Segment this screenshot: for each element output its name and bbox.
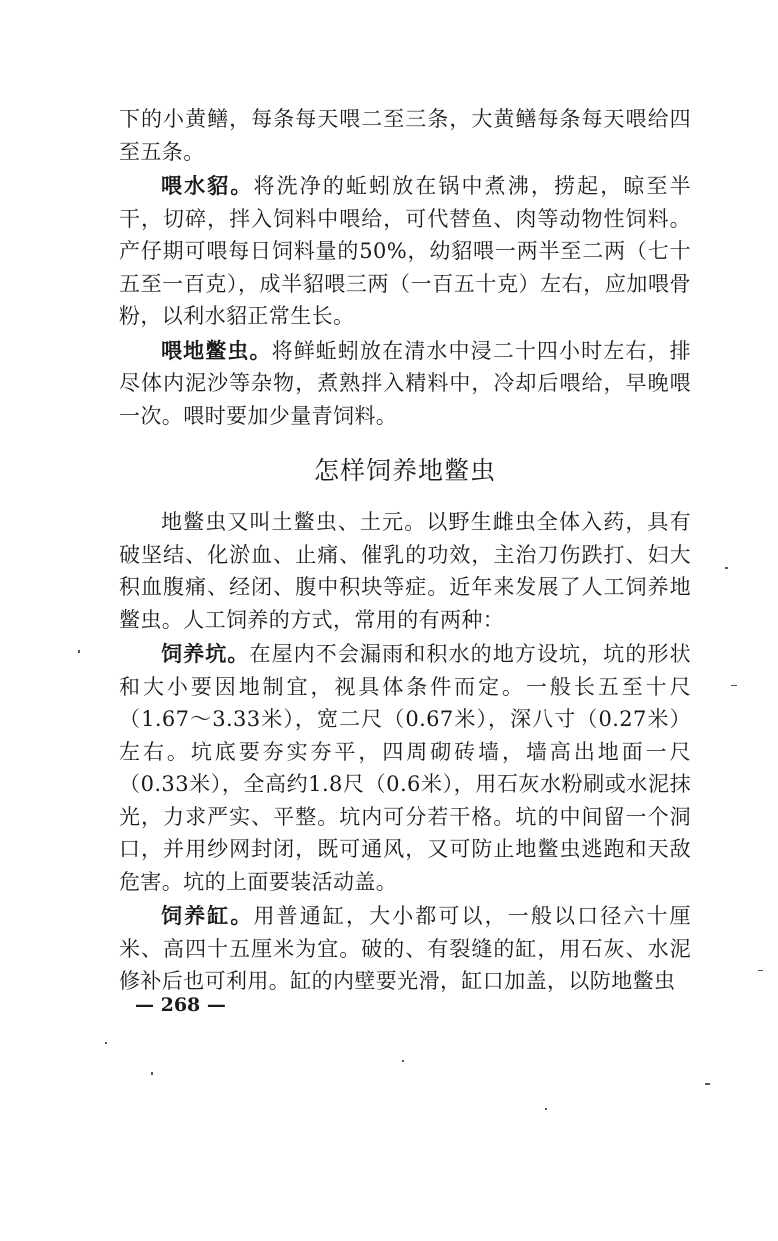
paragraph-lead: 饲养坑。 bbox=[161, 641, 250, 666]
paragraph-breeding-pit bbox=[119, 638, 691, 898]
paragraph-continued: 下的小黄鳝，每条每天喂二至三条，大黄鳝每条每天喂给四至五条。 bbox=[119, 107, 691, 164]
scan-speck bbox=[545, 1108, 547, 1110]
paragraph-lead: 喂水貂。 bbox=[161, 173, 254, 198]
paragraph-text: 在屋内不会漏雨和积水的地方设坑，坑的形状和大小要因地制宜，视具体条件而定。一般长五至十尺（1.67～3.33米），宽二尺（0.67米），深八寸（0.27米）左右。坑底要夯实夯平，四周砌砖墙，墙高出地面一尺（0.33米），全高约1.8尺（0.6米），用石灰水粉刷或水泥抹光，力求严实、平整。坑内可分若干格。坑的中间留一个洞口，并用纱网封闭，既可通风，又可防止地鳖虫逃跑和天敌危害。坑的上面要装活动盖。 bbox=[119, 642, 691, 894]
paragraph-text: 将洗净的蚯蚓放在锅中煮沸，捞起，晾至半干，切碎，拌入饲料中喂给，可代替鱼、肉等动物性饲料。产仔期可喂每日饲料量的50%，幼貂喂一两半至二两（七十五至一百克），成半貂喂三两（一百五十克）左右，应加喂骨粉，以利水貂正常生长。 bbox=[119, 174, 691, 328]
paragraph-breeding-jar bbox=[119, 900, 691, 998]
section-title: 怎样饲养地鳖虫 bbox=[313, 456, 496, 485]
page-number: — 268 — bbox=[135, 994, 226, 1016]
paragraph-text: 将鲜蚯蚓放在清水中浸二十四小时左右，排尽体内泥沙等杂物，煮熟拌入精料中，冷却后喂给，早晚喂一次。喂时要加少量青饲料。 bbox=[119, 338, 692, 428]
scan-speck bbox=[105, 1042, 107, 1044]
scan-speck bbox=[725, 567, 728, 569]
paragraph-lead: 喂地鳖虫。 bbox=[161, 337, 272, 363]
paragraph-lead: 饲养缸。 bbox=[161, 903, 254, 928]
page-body bbox=[119, 103, 691, 998]
scan-speck bbox=[705, 1083, 710, 1085]
paragraph-text: 用普通缸，大小都可以，一般以口径六十厘米、高四十五厘米为宜。破的、有裂缝的缸，用石灰、水泥修补后也可利用。缸的内壁要光滑，缸口加盖，以防地鳖虫 bbox=[119, 904, 691, 993]
scan-speck bbox=[731, 685, 737, 686]
paragraph-feed-mink bbox=[119, 170, 691, 333]
scan-speck bbox=[78, 650, 80, 653]
paragraph-feed-ground-beetle bbox=[119, 335, 691, 433]
paragraph-intro: 地鳖虫又叫土鳖虫、土元。以野生雌虫全体入药，具有破坚结、化淤血、止痛、催乳的功效，主治刀伤跌打、妇大积血腹痛、经闭、腹中积块等症。近年来发展了人工饲养地鳖虫。人工饲养的方式，常用的有两种： bbox=[119, 510, 691, 632]
scan-speck bbox=[402, 1060, 404, 1062]
scan-speck bbox=[758, 970, 763, 971]
scan-speck bbox=[151, 1072, 153, 1075]
